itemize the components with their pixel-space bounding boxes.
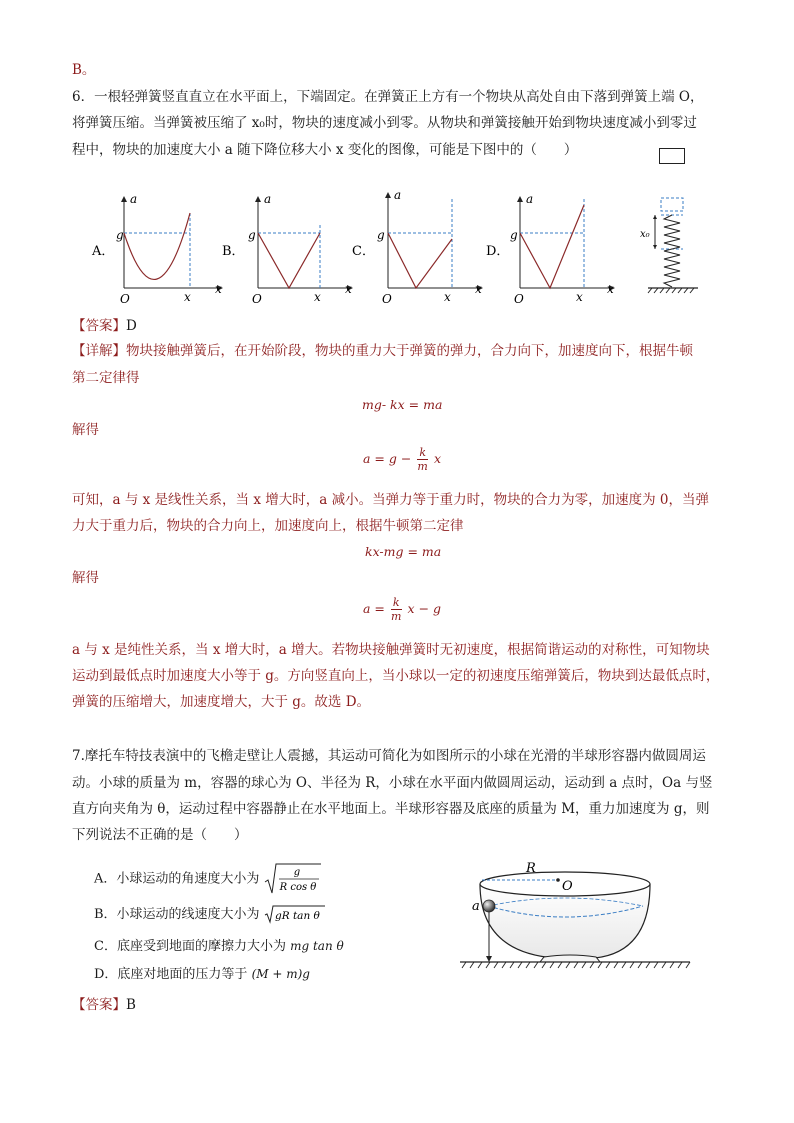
svg-text:x: x — [475, 282, 482, 296]
solve-label-2: 解得 — [72, 570, 99, 586]
q6-line-1: 6．一根轻弹簧竖直直立在水平面上，下端固定。在弹簧正上方有一个物块从高处自由下落到弹簧上端 O， — [72, 89, 704, 105]
graph-c — [352, 188, 482, 306]
equation-1: mg- kx = ma — [362, 397, 443, 412]
svg-text:a: a — [526, 192, 534, 206]
svg-text:x: x — [444, 290, 451, 304]
center-label: O — [562, 879, 573, 894]
svg-text:x: x — [215, 282, 222, 296]
svg-text:x: x — [184, 290, 191, 304]
q6-detail-line-1: 【详解】物块接触弹簧后，在开始阶段，物块的重力大于弹簧的弹力，合力向下，加速度向下，根据牛顿 — [72, 343, 693, 359]
radius-label: R — [526, 861, 536, 876]
option-c-label: C． — [352, 244, 375, 259]
q6-answer: 【答案】D — [72, 318, 137, 334]
q6-line-3: 程中，物块的加速度大小 a 随下降位移大小 x 变化的图像，可能是下图中的（ ） — [72, 142, 578, 158]
svg-text:R cos θ: R cos θ — [279, 882, 316, 893]
svg-text:a: a — [264, 192, 272, 206]
q7-option-c: C．底座受到地面的摩擦力大小为 mg tan θ — [94, 939, 344, 954]
option-a-label: A． — [92, 244, 115, 259]
q7-answer: 【答案】B — [72, 997, 136, 1013]
q7-option-d: D．底座对地面的压力等于 (M + m)g — [94, 967, 310, 982]
svg-text:g: g — [248, 228, 256, 242]
q6-end-line-2: 运动到最低点时加速度大小等于 g。方向竖直向上，当小球以一定的初速度压缩弹簧后，物块到达最低点时， — [72, 668, 720, 684]
q7-line-4: 下列说法不正确的是（ ） — [72, 827, 248, 843]
svg-text:O: O — [120, 292, 130, 306]
svg-text:O: O — [252, 292, 262, 306]
svg-text:g: g — [377, 228, 385, 242]
sqrt-expression — [264, 904, 326, 925]
equation-2: a = g − $\frac{k}{m}$ x — [363, 446, 442, 473]
graph-a — [91, 192, 222, 306]
option-d-label: D． — [486, 244, 510, 259]
equation-3: kx-mg = ma — [365, 544, 442, 559]
svg-text:x: x — [314, 290, 321, 304]
sqrt-expression — [264, 862, 322, 896]
q6-line-2: 将弹簧压缩。当弹簧被压缩了 x₀时，物块的速度减小到零。从物块和弹簧接触开始到物块速度减小到零过 — [72, 115, 697, 131]
svg-text:x₀: x₀ — [640, 229, 650, 240]
point-a-label: a — [472, 899, 480, 914]
q7-line-1: 7.摩托车特技表演中的飞檐走壁让人震撼，其运动可简化为如图所示的小球在光滑的半球形容器内做圆周运 — [72, 748, 706, 764]
graph-d — [486, 192, 614, 306]
q7-line-3: 直方向夹角为 θ，运动过程中容器静止在水平地面上。半球形容器及底座的质量为 M，重力加速度为 g，则 — [72, 801, 710, 817]
svg-text:O: O — [514, 292, 524, 306]
q7-line-2: 动。小球的质量为 m，容器的球心为 O、半径为 R，小球在水平面内做圆周运动，运动到 a 点时，Oa 与竖 — [72, 775, 713, 791]
answer-box — [659, 148, 685, 164]
q6-end-line-1: a 与 x 是纯性关系，当 x 增大时，a 增大。若物块接触弹簧时无初速度，根据简谐运动的对称性，可知物块 — [72, 642, 710, 658]
q6-middle-line-1: 可知，a 与 x 是线性关系，当 x 增大时，a 减小。当弹力等于重力时，物块的合力为零，加速度为 0，当弹 — [72, 492, 709, 508]
q7-option-a: A．小球运动的角速度大小为 g R cos θ — [94, 862, 322, 896]
equation-4: a = $\frac{k}{m}$ x − g — [363, 596, 442, 623]
q6-middle-line-2: 力大于重力后，物块的合力向上，加速度向上，根据牛顿第二定律 — [72, 518, 464, 534]
hemisphere-diagram — [460, 850, 700, 980]
svg-text:x: x — [345, 282, 352, 296]
svg-text:g: g — [293, 867, 300, 878]
q6-detail-line-2: 第二定律得 — [72, 370, 140, 386]
q7-option-b: B．小球运动的线速度大小为 gR tan θ — [94, 904, 326, 925]
previous-answer: B。 — [72, 62, 96, 78]
svg-text:g: g — [116, 228, 124, 242]
spring-diagram — [640, 198, 698, 293]
solve-label-1: 解得 — [72, 422, 99, 438]
q6-end-line-3: 弹簧的压缩增大，加速度增大，大于 g。故选 D。 — [72, 694, 371, 710]
svg-text:x: x — [576, 290, 583, 304]
svg-text:g: g — [510, 228, 518, 242]
svg-text:a: a — [394, 188, 402, 202]
option-b-label: B． — [222, 244, 245, 259]
svg-text:O: O — [382, 292, 392, 306]
graph-b — [222, 192, 352, 306]
svg-text:x: x — [607, 282, 614, 296]
q6-graphs — [0, 185, 794, 335]
svg-text:a: a — [130, 192, 138, 206]
svg-text:gR tan θ: gR tan θ — [274, 910, 320, 922]
